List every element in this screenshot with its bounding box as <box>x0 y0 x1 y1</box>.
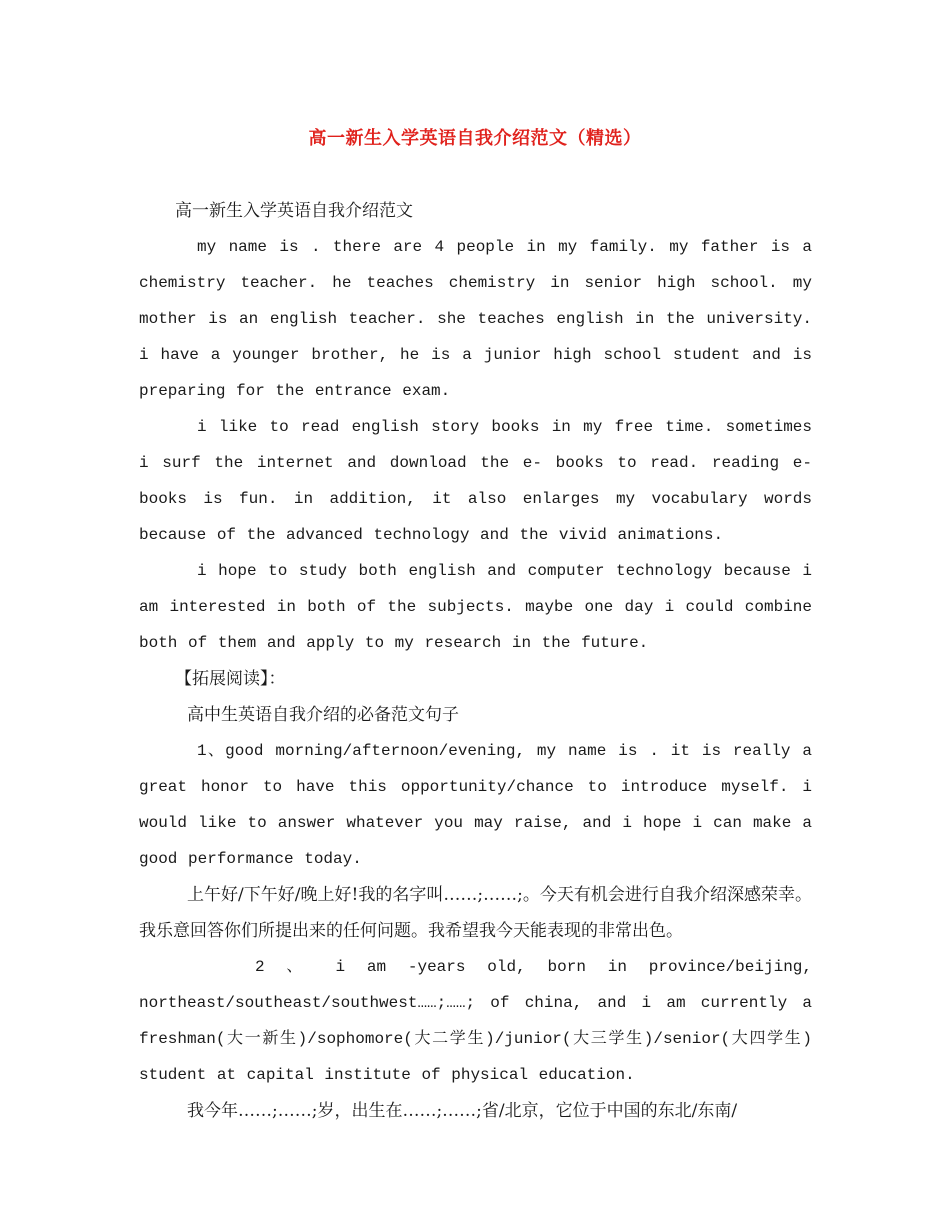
paragraph: 上午好/下午好/晚上好!我的名字叫……;……;。今天有机会进行自我介绍深感荣幸。我乐意回答你们所提出来的任何问题。我希望我今天能表现的非常出色。 <box>139 885 812 941</box>
section-heading: 高中生英语自我介绍的必备范文句子 <box>187 705 459 725</box>
document-body <box>139 193 812 1129</box>
paragraph: my name is . there are 4 people in my family. my father is a chemistry teacher. he teaches chemistry in senior high school. my mother is an english teacher. she teaches english in the university. i have a younger brother, he is a junior high school student and is preparing for the entrance exam. <box>139 238 812 400</box>
paragraph: 2 、 i am -years old, born in province/beijing, northeast/southeast/southwest……;……; of china, and i am currently a freshman(大一新生)/sophomore(大二学生)/junior(大三学生)/senior(大四学生) student at capital institute of physical education. <box>139 958 812 1084</box>
paragraph: i like to read english story books in my free time. sometimes i surf the internet and download the e- books to read. reading e- books is fun. in addition, it also enlarges my vocabulary words because of the advanced technology and the vivid animations. <box>139 418 812 544</box>
section-heading: 高一新生入学英语自我介绍范文 <box>175 201 413 221</box>
paragraph: 我今年……;……;岁，出生在……;……;省/北京，它位于中国的东北/东南/ <box>187 1101 738 1121</box>
paragraph: i hope to study both english and computer technology because i am interested in both of the subjects. maybe one day i could combine both of them and apply to my research in the future. <box>139 562 812 652</box>
page-title: 高一新生入学英语自我介绍范文（精选） <box>308 128 642 149</box>
section-heading: 【拓展阅读】： <box>175 669 286 689</box>
paragraph: 1、good morning/afternoon/evening, my name is . it is really a great honor to have this opportunity/chance to introduce myself. i would like to answer whatever you may raise, and i hope i can make a good performance today. <box>139 742 812 868</box>
